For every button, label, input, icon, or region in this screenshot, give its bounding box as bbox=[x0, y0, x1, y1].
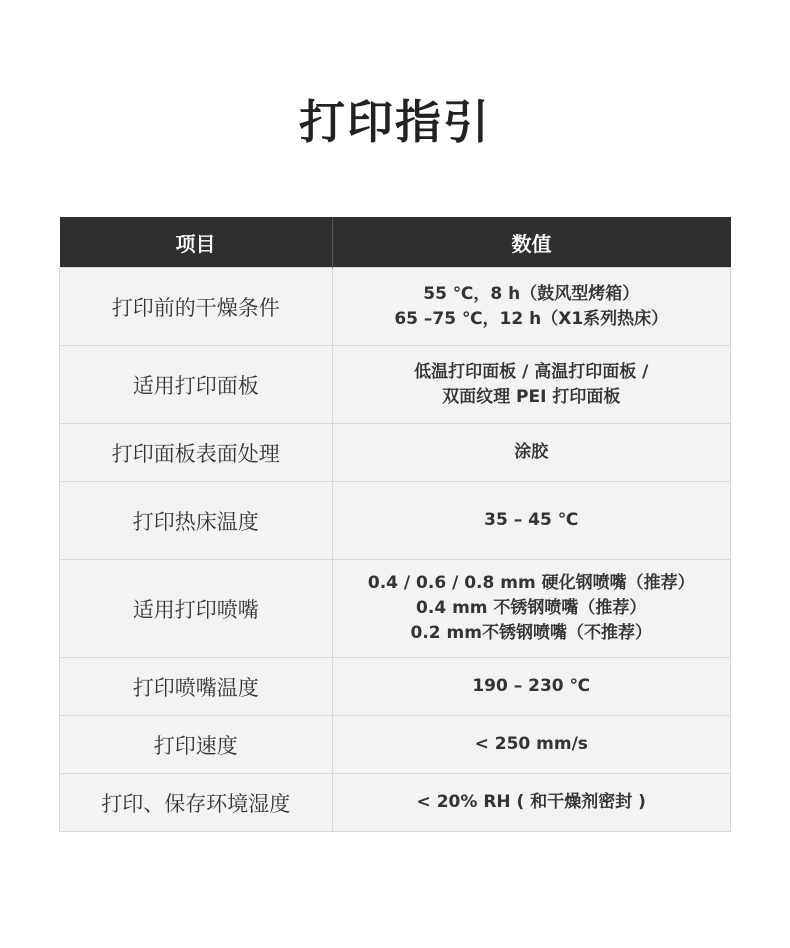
table-row bbox=[60, 424, 731, 482]
row-value-nozzle bbox=[332, 560, 731, 658]
value-line: 190 – 230 ℃ bbox=[472, 676, 591, 696]
value-line: 双面纹理 PEI 打印面板 bbox=[442, 386, 621, 407]
table-row bbox=[60, 268, 731, 346]
row-item-build-plate: 适用打印面板 bbox=[60, 346, 333, 424]
page-title: 打印指引 bbox=[299, 95, 491, 149]
table-row bbox=[60, 482, 731, 560]
row-value-build-plate bbox=[332, 346, 731, 424]
value-line: 65 –75 ℃，12 h（X1系列热床） bbox=[394, 308, 669, 329]
value-line: 0.4 mm 不锈钢喷嘴（推荐） bbox=[416, 598, 647, 618]
column-header-item: 项目 bbox=[60, 217, 333, 268]
table-row bbox=[60, 560, 731, 658]
row-item-drying-conditions: 打印前的干燥条件 bbox=[60, 268, 333, 346]
row-value-print-speed bbox=[332, 716, 731, 774]
value-line: 涂胶 bbox=[514, 442, 549, 462]
row-value-drying-conditions bbox=[332, 268, 731, 346]
table-row bbox=[60, 716, 731, 774]
value-line: 35 – 45 ℃ bbox=[484, 510, 579, 530]
value-line: 低温打印面板 / 高温打印面板 / bbox=[414, 361, 649, 382]
value-line: 0.2 mm不锈钢喷嘴（不推荐） bbox=[410, 623, 652, 643]
table-row bbox=[60, 658, 731, 716]
value-line: < 20% RH ( 和干燥剂密封 ) bbox=[416, 792, 646, 812]
table-row bbox=[60, 774, 731, 832]
print-guide-table bbox=[59, 217, 731, 832]
row-item-print-speed: 打印速度 bbox=[60, 716, 333, 774]
table-header-row bbox=[60, 217, 731, 268]
row-value-plate-surface bbox=[332, 424, 731, 482]
row-item-nozzle-temperature: 打印喷嘴温度 bbox=[60, 658, 333, 716]
row-item-plate-surface: 打印面板表面处理 bbox=[60, 424, 333, 482]
column-header-value: 数值 bbox=[332, 217, 731, 268]
value-line: 0.4 / 0.6 / 0.8 mm 硬化钢喷嘴（推荐） bbox=[367, 573, 695, 593]
value-line: < 250 mm/s bbox=[474, 734, 588, 754]
row-item-bed-temperature: 打印热床温度 bbox=[60, 482, 333, 560]
table-row bbox=[60, 346, 731, 424]
row-value-nozzle-temperature bbox=[332, 658, 731, 716]
row-item-humidity: 打印、保存环境湿度 bbox=[60, 774, 333, 832]
row-item-nozzle: 适用打印喷嘴 bbox=[60, 560, 333, 658]
row-value-humidity bbox=[332, 774, 731, 832]
value-line: 55 ℃，8 h（鼓风型烤箱） bbox=[423, 283, 640, 304]
row-value-bed-temperature bbox=[332, 482, 731, 560]
